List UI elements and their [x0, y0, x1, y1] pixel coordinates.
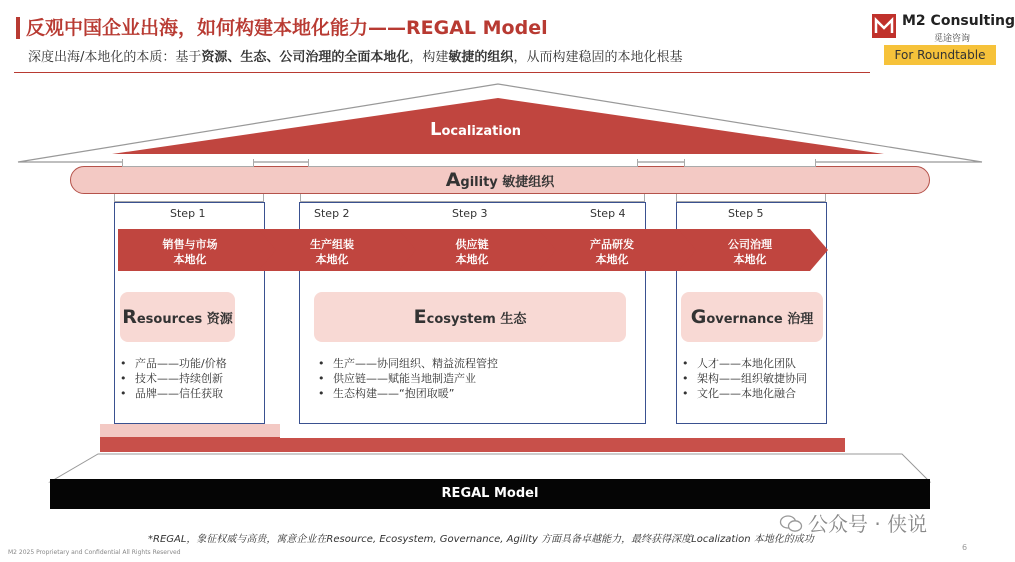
list-item: • 架构——组织敏捷协同 — [682, 371, 824, 386]
list-item: • 品牌——信任获取 — [120, 386, 260, 401]
chevron-supply-chain-line2: 本地化 — [455, 253, 489, 266]
agility-initial: A — [445, 169, 461, 191]
copyright-footer: M2 2025 Proprietary and Confidential All Rights Reserved — [8, 549, 181, 556]
column-cap — [308, 159, 638, 167]
page-title: 反观中国企业出海，如何构建本地化能力——REGAL Model — [26, 17, 548, 39]
chevron-label-governance — [700, 237, 800, 267]
governance-header — [681, 292, 823, 342]
roundtable-badge: For Roundtable — [884, 45, 996, 65]
chevron-label-sales — [140, 237, 240, 267]
chevron-production-line1: 生产组装 — [310, 238, 354, 251]
step-1-label: Step 1 — [170, 207, 206, 220]
governance-initial: G — [690, 306, 707, 328]
subtitle-part-3: ，构建 — [409, 50, 449, 65]
resources-bullets — [120, 356, 260, 401]
localization-initial: L — [430, 119, 442, 140]
list-item: • 供应链——赋能当地制造产业 — [318, 371, 638, 386]
agility-bar — [70, 166, 930, 194]
subtitle-part-2: 资源、生态、公司治理的全面本地化 — [201, 50, 410, 65]
wechat-watermark — [780, 508, 927, 537]
step-3-label: Step 3 — [452, 207, 488, 220]
localization-roof — [0, 0, 1000, 170]
column-cap — [684, 159, 816, 167]
localization-label — [430, 119, 521, 140]
column-cap — [122, 159, 254, 167]
column-cap — [114, 194, 264, 202]
chevron-governance-line1: 公司治理 — [728, 238, 772, 251]
step-4-label: Step 4 — [590, 207, 626, 220]
base-step — [100, 438, 845, 452]
chevron-sales-line1: 销售与市场 — [162, 238, 218, 251]
resources-rest: esources 资源 — [136, 312, 233, 327]
step-5-label: Step 5 — [728, 207, 764, 220]
localization-rest: ocalization — [441, 124, 522, 139]
resources-header — [120, 292, 235, 342]
ecosystem-header — [314, 292, 626, 342]
base-step-light — [100, 424, 280, 438]
governance-rest: overnance 治理 — [706, 312, 814, 327]
chevron-rd-line1: 产品研发 — [590, 238, 634, 251]
step-2-label: Step 2 — [314, 207, 350, 220]
subtitle-part-1: 深度出海/本地化的本质：基于 — [28, 50, 202, 65]
wechat-icon — [780, 515, 802, 533]
list-item: • 文化——本地化融合 — [682, 386, 824, 401]
ecosystem-rest: cosystem 生态 — [426, 312, 527, 327]
chevron-production-line2: 本地化 — [315, 253, 349, 266]
chevron-label-production — [282, 237, 382, 267]
list-item: • 人才——本地化团队 — [682, 356, 824, 371]
governance-bullets — [682, 356, 824, 401]
list-item: • 生态构建——“抱团取暖” — [318, 386, 638, 401]
page-number: 6 — [962, 543, 968, 552]
chevron-label-rd — [562, 237, 662, 267]
logo-subtitle: 觅途咨询 — [934, 34, 971, 44]
list-item: • 生产——协同组织、精益流程管控 — [318, 356, 638, 371]
watermark-text: 公众号 · 侠说 — [808, 512, 928, 536]
footnote: *REGAL，象征权威与高贵，寓意企业在Resource, Ecosystem, Governance, Agility 方面具备卓越能力，最终获得深度Localization 本地化的成功 — [148, 534, 814, 545]
chevron-label-supply-chain — [422, 237, 522, 267]
subtitle-part-5: ，从而构建稳固的本地化根基 — [513, 50, 683, 65]
ecosystem-initial: E — [413, 306, 427, 328]
list-item: • 技术——持续创新 — [120, 371, 260, 386]
chevron-rd-line2: 本地化 — [595, 253, 629, 266]
column-cap — [300, 194, 645, 202]
list-item: • 产品——功能/价格 — [120, 356, 260, 371]
agility-rest: gility 敏捷组织 — [460, 175, 555, 190]
column-cap — [676, 194, 826, 202]
logo-name: M2 Consulting — [902, 13, 1015, 29]
chevron-supply-chain-line1: 供应链 — [455, 238, 489, 251]
chevron-sales-line2: 本地化 — [173, 253, 207, 266]
subtitle-part-4: 敏捷的组织 — [448, 50, 514, 65]
ecosystem-bullets — [318, 356, 638, 401]
resources-initial: R — [122, 306, 137, 328]
chevron-governance-line2: 本地化 — [733, 253, 767, 266]
regal-model-bar: REGAL Model — [50, 479, 930, 509]
